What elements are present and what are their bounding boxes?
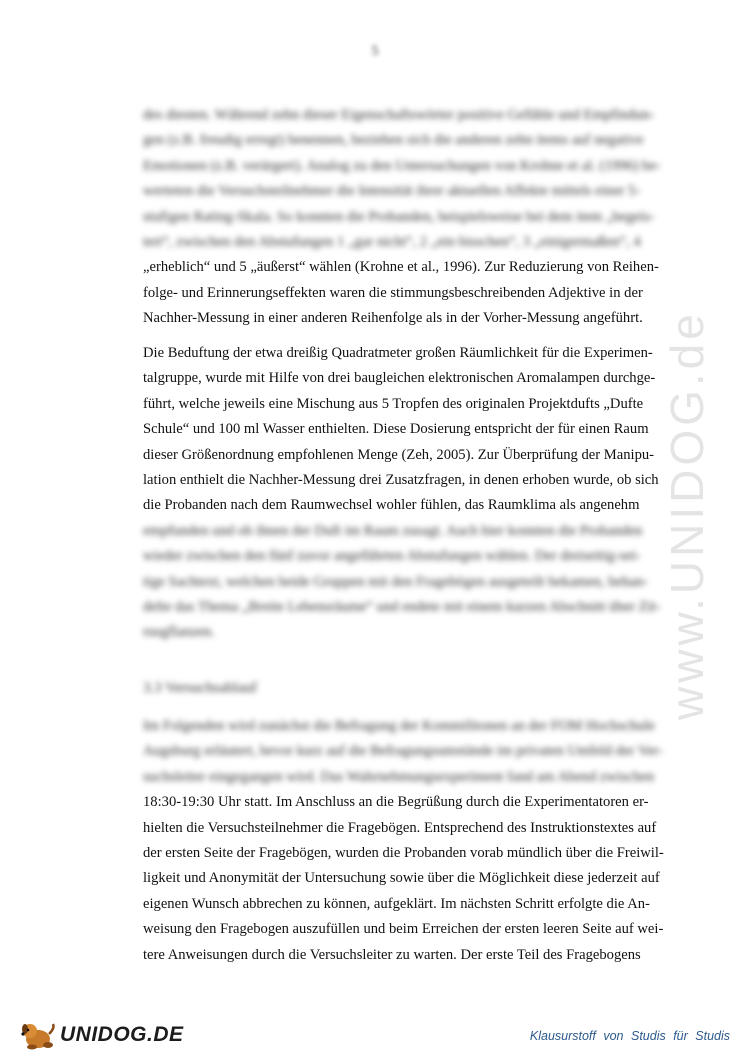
page-number: 5 [371, 44, 379, 59]
text-line-blurred: gen (z.B. freudig erregt) benennen, beziehen sich die anderen zehn items auf negative [143, 132, 644, 149]
paragraph-1 [143, 103, 661, 332]
text-line: 18:30-19:30 Uhr statt. Im Anschluss an die Begrüßung durch die Experimentatoren er- [143, 794, 649, 811]
text-line-blurred: tert“, zwischen den Abstufungen 1 „gar nicht“, 2 „ein bisschen“, 3 „einigermaßen“, 4 [143, 233, 641, 250]
footer-tagline: Klausurstoff von Studis für Studis [529, 1029, 730, 1043]
footer-logo[interactable] [18, 1020, 184, 1050]
text-line-blurred: werteten die Versuchsteilnehmer die Intensität ihrer aktuellen Affekte mittels einer 5- [143, 183, 641, 200]
text-line: Nachher-Messung in einer anderen Reihenfolge als in der Vorher-Messung angeführt. [143, 310, 643, 327]
text-line-blurred: Emotionen (z.B. verärgert). Analog zu den Untersuchungen von Krohne et al. (1996) be- [143, 157, 661, 174]
text-line: führt, welche jeweils eine Mischung aus 5 Tropfen des originalen Projektdufts „Dufte [143, 395, 644, 412]
text-line-blurred: Im Folgenden wird zunächst die Befragung der Kommilitonen an der FOM Hochschule [143, 718, 655, 734]
text-line-blurred: empfunden und ob ihnen der Duft im Raum zusagt. Auch hier konnten die Probanden [143, 522, 643, 539]
logo-text: UNIDOG.DE [60, 1023, 184, 1046]
text-line: Schule“ und 100 ml Wasser enthielten. Diese Dosierung entspricht der für einen Raum [143, 421, 649, 438]
text-line: eigenen Wunsch abbrechen zu können, aufgeklärt. Im nächsten Schritt erfolgte die An- [143, 895, 650, 912]
text-line: ligkeit und Anonymität der Untersuchung sowie über die Möglichkeit diese jederzeit auf [143, 870, 660, 887]
text-line-blurred: delte das Thema „Breite Lebensräume“ und endete mit einem kurzen Abschnitt über Zit- [143, 598, 661, 615]
section-heading: 3.3 Versuchsablauf [143, 680, 257, 696]
text-line: weisung den Fragebogen auszufüllen und beim Erreichen der ersten leeren Seite auf wei- [143, 921, 664, 938]
text-line: hielten die Versuchsteilnehmer die Fragebögen. Entsprechend des Instruktionstextes auf [143, 819, 657, 836]
text-line-blurred: stufigen Rating-Skala. So konnten die Probanden, beispielsweise bei dem item „begeis- [143, 208, 655, 225]
paragraph-3 [143, 714, 664, 968]
text-line: tere Anweisungen durch die Versuchsleiter zu warten. Der erste Teil des Fragebogens [143, 946, 641, 963]
text-line: Die Beduftung der etwa dreißig Quadratmeter großen Räumlichkeit für die Experimen- [143, 345, 653, 361]
text-line: die Probanden nach dem Raumwechsel wohler fühlen, das Raumklima als angenehm [143, 497, 640, 514]
text-line-blurred: rusgflanzen. [143, 624, 215, 641]
dog-mascot-icon [18, 1020, 58, 1050]
text-line: lation enthielt die Nachher-Messung drei Zusatzfragen, in denen erhoben wurde, ob sich [143, 471, 659, 488]
text-line-blurred: des diesten. Während zehn dieser Eigenschaftswörter positive Gefühle und Empfindun- [143, 107, 655, 123]
text-line: talgruppe, wurde mit Hilfe von drei baugleichen elektronischen Aromalampen durchge- [143, 370, 656, 387]
watermark: www.UNIDOG.de [661, 310, 713, 720]
text-line: dieser Größenordnung empfohlenen Menge (Zeh, 2005). Zur Überprüfung der Manipu- [143, 446, 655, 463]
text-line: „erheblich“ und 5 „äußerst“ wählen (Krohne et al., 1996). Zur Reduzierung von Reihen- [143, 259, 659, 276]
text-line-blurred: wieder zwischen den fünf zuvor angeführten Abstufungen wählen. Der dreiseitig-sei- [143, 548, 641, 565]
paragraph-2 [143, 341, 661, 646]
text-line-blurred: Augsburg erläutert, bevor kurz auf die Befragungsumstände im privaten Umfeld der Ver- [143, 743, 663, 760]
text-line: der ersten Seite der Fragebögen, wurden die Probanden vorab mündlich über die Freiwil- [143, 844, 664, 861]
text-line-blurred: tige Sachtext, welchen beide Gruppen mit den Fragebögen ausgeteilt bekamen, behan- [143, 573, 648, 590]
text-line: folge- und Erinnerungseffekten waren die stimmungsbeschreibenden Adjektive in der [143, 284, 643, 301]
text-line-blurred: suchsleiter eingegangen wird. Das Wahrnehmungsexperiment fand am Abend zwischen [143, 768, 655, 785]
